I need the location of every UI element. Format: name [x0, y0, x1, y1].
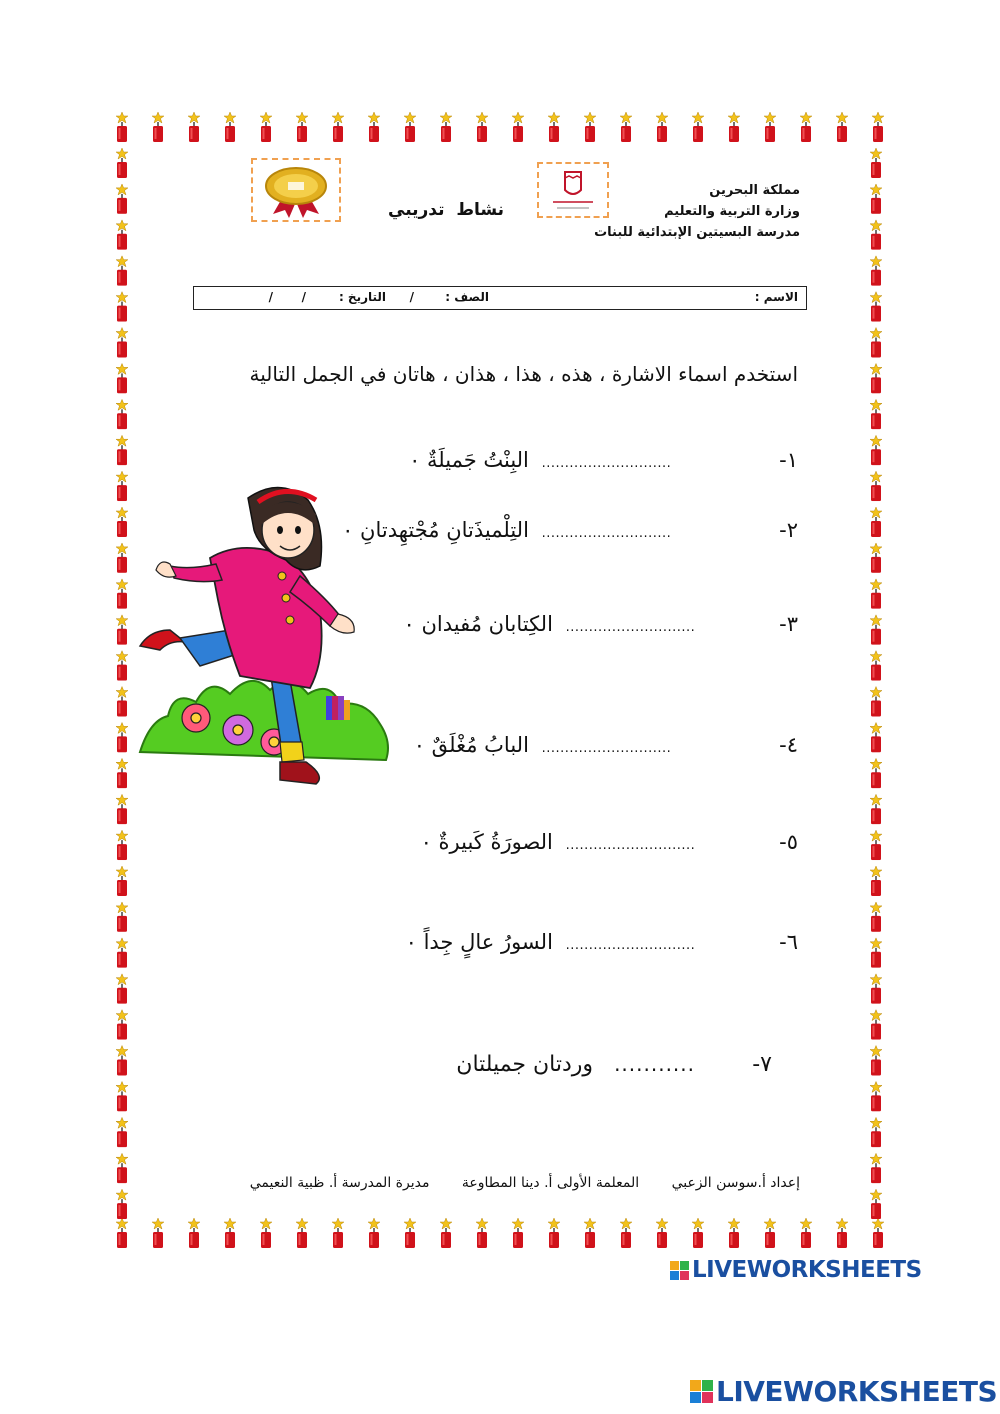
question-number: ٦- — [779, 930, 798, 954]
candle-icon — [116, 292, 128, 322]
candle-icon — [440, 1218, 452, 1248]
question-6 — [406, 930, 798, 954]
candle-icon — [368, 112, 380, 142]
candle-icon — [870, 579, 882, 609]
question-sentence: التِلْميذَتانِ مُجْتهِدتانِ ۰ — [342, 518, 529, 542]
candle-icon — [116, 507, 128, 537]
question-number: ٤- — [779, 733, 798, 757]
candle-icon — [116, 615, 128, 645]
date-label: التاريخ : — [338, 290, 386, 304]
candle-icon — [656, 1218, 668, 1248]
candle-icon — [870, 1189, 882, 1219]
question-1 — [409, 448, 798, 472]
candle-icon — [368, 1218, 380, 1248]
candle-icon — [870, 974, 882, 1004]
medal-logo-icon — [251, 158, 341, 222]
candle-icon — [870, 543, 882, 573]
date-slash-1: / — [301, 290, 306, 304]
question-sentence: السورُ عالٍ جِداً ۰ — [405, 930, 553, 954]
question-2 — [342, 518, 798, 542]
candle-icon — [870, 938, 882, 968]
candle-icon — [870, 794, 882, 824]
candle-icon — [116, 1189, 128, 1219]
candle-icon — [116, 974, 128, 1004]
footer-credits — [222, 1175, 800, 1191]
candle-icon — [800, 112, 812, 142]
candle-icon — [116, 1010, 128, 1040]
candle-icon — [116, 902, 128, 932]
candle-icon — [870, 1046, 882, 1076]
candle-icon — [870, 292, 882, 322]
candle-icon — [548, 1218, 560, 1248]
candle-icon — [870, 399, 882, 429]
candle-icon — [116, 363, 128, 393]
candle-icon — [116, 328, 128, 358]
candle-icon — [870, 1081, 882, 1111]
candle-icon — [836, 1218, 848, 1248]
student-info-bar — [193, 286, 807, 310]
candle-icon — [116, 1218, 128, 1248]
candle-icon — [870, 148, 882, 178]
candle-icon — [116, 471, 128, 501]
candle-icon — [870, 184, 882, 214]
candle-icon — [440, 112, 452, 142]
question-number: ٧- — [752, 1052, 772, 1077]
ministry-logo-icon — [537, 162, 609, 218]
candle-icon — [512, 112, 524, 142]
candle-icon — [728, 112, 740, 142]
candle-icon — [584, 1218, 596, 1248]
liveworksheets-text: LIVEWORKSHEETS — [692, 1257, 922, 1283]
candle-icon — [870, 722, 882, 752]
candle-icon — [260, 112, 272, 142]
answer-blank[interactable]: ............................ — [541, 456, 672, 471]
candle-icon — [116, 938, 128, 968]
candle-icon — [870, 435, 882, 465]
candle-icon — [116, 256, 128, 286]
question-sentence: وردتان جميلتان — [456, 1052, 594, 1077]
candle-icon — [296, 112, 308, 142]
candle-icon — [116, 830, 128, 860]
candle-icon — [116, 112, 128, 142]
candle-icon — [870, 363, 882, 393]
candle-icon — [116, 687, 128, 717]
candle-icon — [260, 1218, 272, 1248]
candle-icon — [116, 148, 128, 178]
candle-icon — [332, 1218, 344, 1248]
question-number: ٥- — [779, 830, 798, 854]
candle-icon — [870, 651, 882, 681]
ministry-text: وزارة التربية والتعليم — [664, 204, 800, 219]
candle-icon — [870, 328, 882, 358]
class-label: الصف : — [445, 290, 489, 304]
candle-icon — [870, 1010, 882, 1040]
candle-icon — [620, 112, 632, 142]
candle-icon — [476, 1218, 488, 1248]
principal: مديرة المدرسة أ. ظبية النعيمي — [249, 1175, 430, 1191]
candle-icon — [620, 1218, 632, 1248]
school-text: مدرسة البسيتين الإبتدائية للبنات — [594, 225, 800, 240]
candle-icon — [872, 112, 884, 142]
name-label: الاسم : — [754, 290, 798, 304]
prepared-by: إعداد أ.سوسن الزعبي — [671, 1175, 800, 1191]
question-number: ٣- — [779, 612, 798, 636]
liveworksheets-badge-icon — [670, 1261, 689, 1280]
answer-blank[interactable]: ............................ — [565, 620, 696, 635]
class-slash: / — [409, 290, 414, 304]
candle-icon — [296, 1218, 308, 1248]
candle-icon — [764, 1218, 776, 1248]
candle-icon — [116, 1117, 128, 1147]
candle-icon — [116, 220, 128, 250]
candle-icon — [116, 1153, 128, 1183]
candle-icon — [116, 543, 128, 573]
candle-icon — [584, 112, 596, 142]
question-3 — [404, 612, 798, 636]
candle-icon — [872, 1218, 884, 1248]
kingdom-text: مملكة البحرين — [709, 183, 800, 198]
candle-icon — [512, 1218, 524, 1248]
candle-icon — [870, 830, 882, 860]
candle-icon — [870, 615, 882, 645]
candle-icon — [116, 1081, 128, 1111]
candle-icon — [692, 112, 704, 142]
answer-blank[interactable]: ............................ — [565, 938, 696, 953]
candle-icon — [870, 687, 882, 717]
date-slash-2: / — [268, 290, 273, 304]
answer-blank[interactable]: ........... — [614, 1052, 695, 1076]
candle-icon — [404, 1218, 416, 1248]
candle-icon — [116, 794, 128, 824]
candle-icon — [116, 184, 128, 214]
candle-icon — [224, 112, 236, 142]
candle-icon — [548, 112, 560, 142]
liveworksheets-badge-icon — [690, 1380, 713, 1403]
candle-icon — [870, 1153, 882, 1183]
candle-icon — [116, 435, 128, 465]
candle-icon — [188, 112, 200, 142]
activity-title: نشاط تدريبي — [388, 200, 505, 220]
candle-icon — [764, 112, 776, 142]
candle-icon — [692, 1218, 704, 1248]
candle-icon — [116, 866, 128, 896]
candle-icon — [224, 1218, 236, 1248]
running-girl-illustration — [130, 480, 400, 790]
question-sentence: البِنْتُ جَميلَةٌ ۰ — [409, 448, 529, 472]
candle-icon — [870, 471, 882, 501]
candle-icon — [404, 112, 416, 142]
senior-teacher: المعلمة الأولى أ. دينا المطاوعة — [461, 1175, 640, 1191]
liveworksheets-logo — [670, 1257, 922, 1283]
candle-icon — [870, 220, 882, 250]
answer-blank[interactable]: ............................ — [565, 838, 696, 853]
candle-icon — [870, 507, 882, 537]
candle-icon — [476, 112, 488, 142]
candle-icon — [116, 722, 128, 752]
candle-icon — [188, 1218, 200, 1248]
candle-icon — [870, 1117, 882, 1147]
candle-icon — [116, 651, 128, 681]
question-sentence: الكِتابان مُفيدان ۰ — [403, 612, 553, 636]
candle-icon — [800, 1218, 812, 1248]
candle-icon — [728, 1218, 740, 1248]
candle-icon — [332, 112, 344, 142]
liveworksheets-text: LIVEWORKSHEETS — [716, 1375, 998, 1408]
candle-icon — [870, 902, 882, 932]
question-number: ١- — [779, 448, 798, 472]
question-7 — [456, 1052, 772, 1077]
instruction-text: استخدم اسماء الاشارة ، هذه ، هذا ، هذان ، هاتان في الجمل التالية — [249, 362, 798, 386]
candle-icon — [152, 112, 164, 142]
question-4 — [414, 733, 798, 757]
liveworksheets-logo — [690, 1375, 997, 1408]
candle-icon — [116, 758, 128, 788]
candle-icon — [116, 1046, 128, 1076]
candle-icon — [116, 579, 128, 609]
candle-icon — [870, 256, 882, 286]
bookmark-icon — [326, 696, 350, 720]
candle-icon — [836, 112, 848, 142]
candle-icon — [870, 866, 882, 896]
question-sentence: الصورَةُ كَبيرةٌ ۰ — [420, 830, 553, 854]
candle-icon — [870, 758, 882, 788]
candle-icon — [116, 399, 128, 429]
answer-blank[interactable]: ............................ — [541, 526, 672, 541]
question-5 — [421, 830, 798, 854]
candle-icon — [152, 1218, 164, 1248]
question-number: ٢- — [779, 518, 798, 542]
candle-icon — [656, 112, 668, 142]
question-sentence: البابُ مُغْلَقٌ ۰ — [413, 733, 529, 757]
answer-blank[interactable]: ............................ — [541, 741, 672, 756]
